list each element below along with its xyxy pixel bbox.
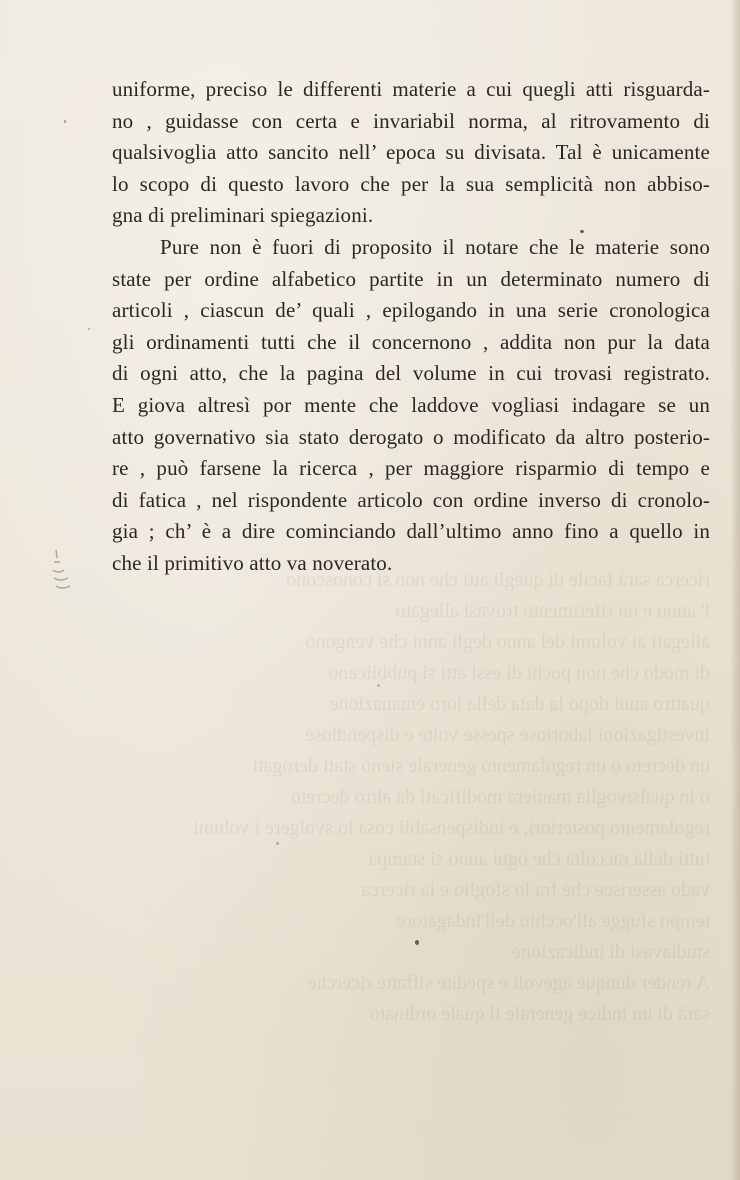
ink-speck (377, 684, 380, 687)
margin-stain (50, 548, 78, 596)
text-line: di fatica , nel rispondente articolo con ordine inverso di cronolo- (112, 487, 710, 512)
text-line: E giova altresì por mente che laddove vogliasi indagare se un (112, 392, 710, 417)
text-line: articoli , ciascun de’ quali , epilogando in una serie cronologica (112, 298, 710, 323)
ink-speck (415, 940, 419, 945)
text-line: uniforme, preciso le differenti materie a cui quegli atti risguarda- (112, 77, 710, 101)
page-edge-shadow (730, 0, 740, 1180)
text-line: Pure non è fuori di proposito il notare che le materie sono (160, 234, 710, 259)
text-line: atto governativo sia stato derogato o modificato da altro posterio- (112, 424, 710, 449)
text-line: re , può farsene la ricerca , per maggiore risparmio di tempo e (112, 456, 710, 481)
reverse-show-through: ricerca sarà facile di quegli atti che non si conoscono l' anno e un riferimento trovasi allegato allegati ai volumi del anno degli anni che vengono di modo che non pochi di essi atti si pubblicano quattro anni dopo la data della loro emanazione investigazioni laboriose spesse volte e dispendiose un decreto o un regolamento generale sieno stati derogati o in qualsivoglia maniera modificati da altro decreto regolamento posteriori, e indispensabil cosa lo svolgere i volumi tutti della raccolta che ogni anno si stampa vado asserisce che fra lo sfoglio e la ricerca tempo sfugge all'occhio dell'indagatore studiavasi di indicazione A render dunque agevoli e spedite siffatte ricerche sarà di un indice generale il quale ordinato (192, 569, 710, 1025)
text-line: qualsivoglia atto sancito nell’ epoca su divisata. Tal è unicamente (112, 140, 710, 165)
ink-speck (88, 328, 90, 330)
text-line: lo scopo di questo lavoro che per la sua semplicità non abbiso- (112, 171, 710, 196)
text-line: no , guidasse con certa e invariabil norma, al ritrovamento di (112, 108, 710, 133)
ink-speck (64, 120, 66, 123)
text-line: gia ; ch’ è a dire cominciando dall’ultimo anno fino a quello in (112, 519, 710, 544)
text-line: gna di preliminari spiegazioni. (112, 203, 374, 228)
text-line: state per ordine alfabetico partite in un determinato numero di (112, 266, 710, 291)
text-line: gli ordinamenti tutti che il concernono , addita non pur la data (112, 329, 710, 354)
ink-speck (276, 842, 279, 845)
text-line: che il primitivo atto va noverato. (112, 550, 393, 575)
text-line: di ogni atto, che la pagina del volume in cui trovasi registrato. (112, 361, 710, 386)
body-text (112, 74, 710, 580)
